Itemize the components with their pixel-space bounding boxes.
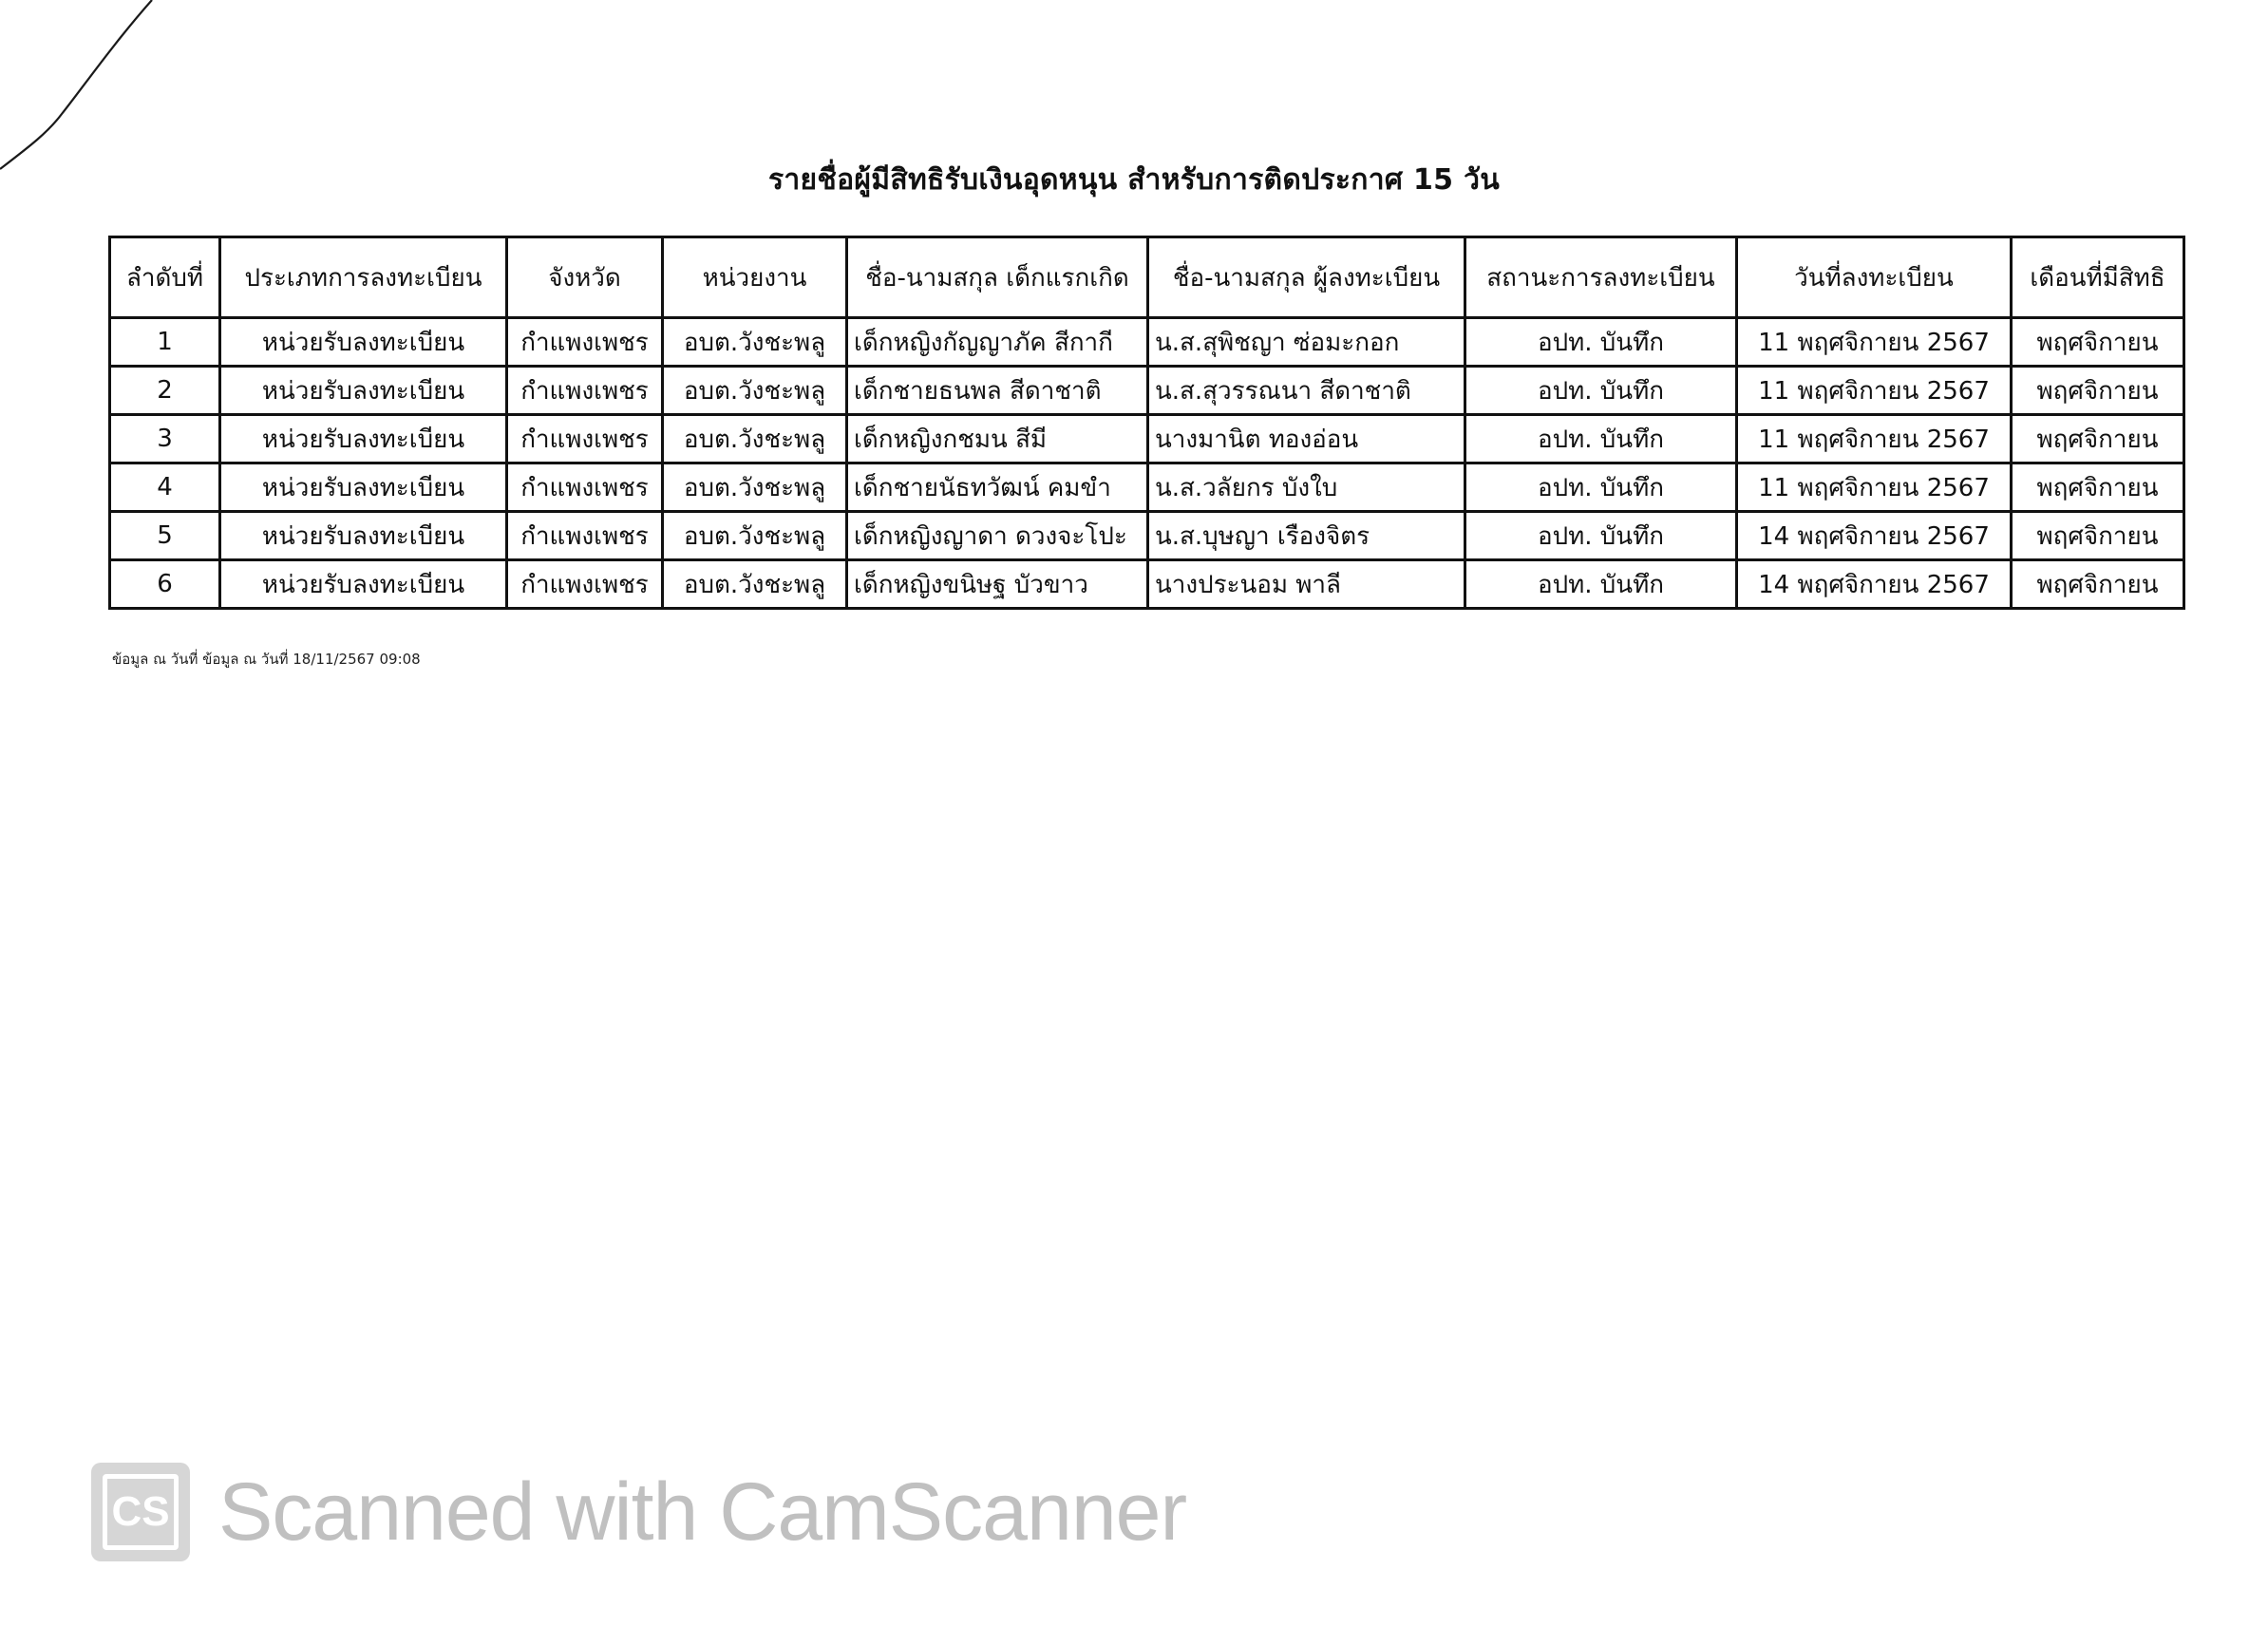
cell-agency: อบต.วังชะพลู xyxy=(663,367,847,415)
cell-order: 6 xyxy=(110,560,220,609)
cell-registrant-name: น.ส.สุวรรณนา สีดาชาติ xyxy=(1148,367,1465,415)
camscanner-watermark-text: Scanned with CamScanner xyxy=(218,1465,1187,1558)
cell-province: กำแพงเพชร xyxy=(507,512,663,560)
cell-eligible-month: พฤศจิกายน xyxy=(2012,560,2184,609)
cell-province: กำแพงเพชร xyxy=(507,367,663,415)
cell-registration-status: อปท. บันทึก xyxy=(1465,367,1737,415)
document-title: รายชื่อผู้มีสิทธิรับเงินอุดหนุน สำหรับการติดประกาศ 15 วัน xyxy=(767,163,1501,197)
cell-eligible-month: พฤศจิกายน xyxy=(2012,318,2184,367)
cell-registrant-name: น.ส.สุพิชญา ซ่อมะกอก xyxy=(1148,318,1465,367)
cell-newborn-name: เด็กหญิงกชมน สีมี xyxy=(847,415,1148,463)
camscanner-watermark xyxy=(91,1463,1186,1561)
data-timestamp-note: ข้อมูล ณ วันที่ ข้อมูล ณ วันที่ 18/11/2567 09:08 xyxy=(112,651,421,668)
cell-agency: อบต.วังชะพลู xyxy=(663,560,847,609)
header-province: จังหวัด xyxy=(507,237,663,318)
cell-agency: อบต.วังชะพลู xyxy=(663,463,847,512)
cell-registration-type: หน่วยรับลงทะเบียน xyxy=(220,560,507,609)
cell-registration-type: หน่วยรับลงทะเบียน xyxy=(220,415,507,463)
cell-newborn-name: เด็กชายธนพล สีดาชาติ xyxy=(847,367,1148,415)
cell-registration-date: 11 พฤศจิกายน 2567 xyxy=(1737,367,2012,415)
header-registration-status: สถานะการลงทะเบียน xyxy=(1465,237,1737,318)
cell-registration-date: 14 พฤศจิกายน 2567 xyxy=(1737,560,2012,609)
cell-province: กำแพงเพชร xyxy=(507,463,663,512)
cell-order: 2 xyxy=(110,367,220,415)
cell-registration-type: หน่วยรับลงทะเบียน xyxy=(220,367,507,415)
table-row xyxy=(110,415,2184,463)
cell-eligible-month: พฤศจิกายน xyxy=(2012,512,2184,560)
cell-agency: อบต.วังชะพลู xyxy=(663,512,847,560)
table-row xyxy=(110,367,2184,415)
cell-eligible-month: พฤศจิกายน xyxy=(2012,463,2184,512)
cell-registration-date: 14 พฤศจิกายน 2567 xyxy=(1737,512,2012,560)
cell-agency: อบต.วังชะพลู xyxy=(663,415,847,463)
header-order: ลำดับที่ xyxy=(110,237,220,318)
header-newborn-name: ชื่อ-นามสกุล เด็กแรกเกิด xyxy=(847,237,1148,318)
table-header-row xyxy=(110,237,2184,318)
cell-agency: อบต.วังชะพลู xyxy=(663,318,847,367)
cell-registration-status: อปท. บันทึก xyxy=(1465,512,1737,560)
cell-order: 3 xyxy=(110,415,220,463)
camscanner-logo-text: CS xyxy=(103,1474,179,1550)
cell-registration-type: หน่วยรับลงทะเบียน xyxy=(220,512,507,560)
cell-newborn-name: เด็กหญิงกัญญาภัค สีกากี xyxy=(847,318,1148,367)
cell-registration-status: อปท. บันทึก xyxy=(1465,318,1737,367)
header-eligible-month: เดือนที่มีสิทธิ xyxy=(2012,237,2184,318)
cell-registration-status: อปท. บันทึก xyxy=(1465,415,1737,463)
header-registrant-name: ชื่อ-นามสกุล ผู้ลงทะเบียน xyxy=(1148,237,1465,318)
cell-newborn-name: เด็กหญิงขนิษฐ บัวขาว xyxy=(847,560,1148,609)
table-row xyxy=(110,463,2184,512)
cell-registrant-name: นางประนอม พาลี xyxy=(1148,560,1465,609)
cell-registration-status: อปท. บันทึก xyxy=(1465,560,1737,609)
table-row xyxy=(110,560,2184,609)
cell-registration-type: หน่วยรับลงทะเบียน xyxy=(220,318,507,367)
cell-registration-status: อปท. บันทึก xyxy=(1465,463,1737,512)
camscanner-logo-icon xyxy=(91,1463,190,1561)
cell-province: กำแพงเพชร xyxy=(507,560,663,609)
header-agency: หน่วยงาน xyxy=(663,237,847,318)
header-registration-type: ประเภทการลงทะเบียน xyxy=(220,237,507,318)
cell-newborn-name: เด็กหญิงญาดา ดวงจะโปะ xyxy=(847,512,1148,560)
table-row xyxy=(110,512,2184,560)
cell-province: กำแพงเพชร xyxy=(507,415,663,463)
cell-order: 5 xyxy=(110,512,220,560)
cell-registration-date: 11 พฤศจิกายน 2567 xyxy=(1737,318,2012,367)
table-row xyxy=(110,318,2184,367)
cell-order: 1 xyxy=(110,318,220,367)
cell-order: 4 xyxy=(110,463,220,512)
cell-newborn-name: เด็กชายนัธทวัฒน์ คมขำ xyxy=(847,463,1148,512)
cell-province: กำแพงเพชร xyxy=(507,318,663,367)
cell-registrant-name: น.ส.วลัยกร บังใบ xyxy=(1148,463,1465,512)
cell-registration-date: 11 พฤศจิกายน 2567 xyxy=(1737,463,2012,512)
registration-table xyxy=(108,236,2185,610)
cell-registrant-name: น.ส.บุษญา เรืองจิตร xyxy=(1148,512,1465,560)
cell-registration-type: หน่วยรับลงทะเบียน xyxy=(220,463,507,512)
cell-registrant-name: นางมานิต ทองอ่อน xyxy=(1148,415,1465,463)
header-registration-date: วันที่ลงทะเบียน xyxy=(1737,237,2012,318)
cell-registration-date: 11 พฤศจิกายน 2567 xyxy=(1737,415,2012,463)
cell-eligible-month: พฤศจิกายน xyxy=(2012,415,2184,463)
cell-eligible-month: พฤศจิกายน xyxy=(2012,367,2184,415)
page-fold-mark xyxy=(0,0,161,180)
